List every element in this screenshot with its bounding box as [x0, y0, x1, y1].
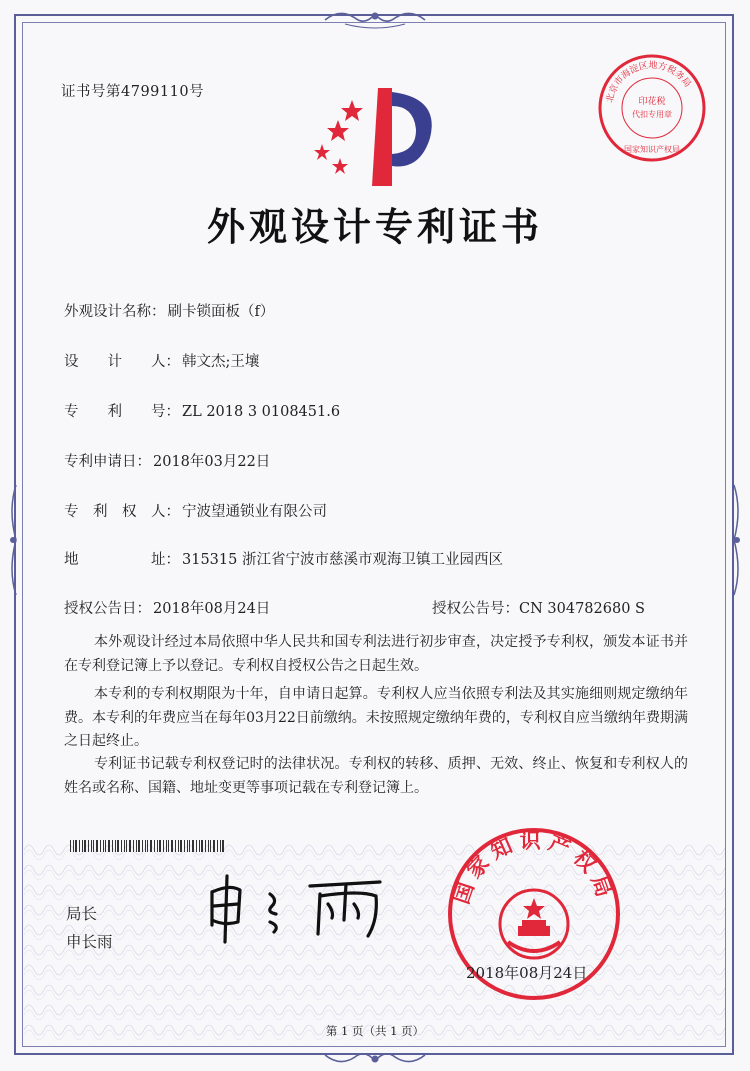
bottom-ornament	[320, 1045, 430, 1069]
patent-office-logo-icon	[300, 78, 440, 188]
body-paragraph-3: 专利证书记载专利权登记时的法律状况。专利权的转移、质押、无效、终止、恢复和专利权人的姓名或名称、国籍、地址变更等事项记载在专利登记簿上。	[64, 756, 688, 796]
svg-text:国家知识产权局	[449, 829, 618, 907]
grant-no-label: 授权公告号：	[432, 601, 519, 617]
barcode	[70, 840, 225, 852]
address-value: 315315 浙江省宁波市慈溪市观海卫镇工业园西区	[182, 552, 503, 568]
grant-date-row	[64, 597, 270, 618]
handwritten-signature	[200, 870, 400, 945]
patent-no-row	[64, 400, 340, 421]
grant-date-value: 2018年08月24日	[153, 601, 271, 617]
left-ornament	[6, 480, 20, 600]
stamp-ring-text: 北京市海淀区地方税务局	[605, 60, 693, 104]
address-row	[64, 548, 503, 569]
design-name-row	[64, 300, 274, 321]
grant-no-value: CN 304782680 S	[519, 601, 645, 617]
body-paragraph-1: 本外观设计经过本局依照中华人民共和国专利法进行初步审查，决定授予专利权，颁发本证书并在专利登记簿上予以登记。专利权自授权公告之日起生效。	[64, 634, 688, 674]
page-footer: 第 1 页（共 1 页）	[325, 1024, 425, 1038]
holder-row	[64, 500, 327, 521]
top-ornament	[320, 6, 430, 30]
grant-date-label: 授权公告日：	[64, 601, 151, 617]
certificate-number: 证书号第4799110号	[61, 84, 205, 100]
certificate-title: 外观设计专利证书	[206, 204, 543, 249]
address-label: 地 址：	[64, 552, 180, 568]
holder-value: 宁波望通锁业有限公司	[182, 504, 327, 520]
holder-label: 专 利 权 人：	[64, 504, 180, 520]
designer-row	[64, 350, 259, 371]
apply-date-row	[64, 450, 270, 471]
patent-no-value: ZL 2018 3 0108451.6	[182, 404, 341, 420]
signer-title: 局长	[66, 905, 98, 923]
body-paragraph-2: 本专利的专利权期限为十年，自申请日起算。专利权人应当依照专利法及其实施细则规定缴纳年费。本专利的年费应当在每年03月22日前缴纳。未按照规定缴纳年费的，专利权自应当缴纳年费期满之日起终止。	[64, 686, 688, 749]
stamp-center-text-1: 印花税	[638, 97, 666, 107]
tax-stamp	[596, 52, 708, 164]
signer-name: 申长雨	[66, 933, 113, 951]
national-emblem-icon	[500, 890, 568, 958]
stamp-center-text-2: 代扣专用章	[632, 110, 672, 119]
design-name-value: 刷卡锁面板（f）	[167, 304, 275, 320]
right-ornament	[730, 480, 744, 600]
designer-label: 设 计 人：	[64, 354, 180, 370]
seal-text: 国家知识产权局	[449, 828, 619, 908]
seal-date: 2018年08月24日	[466, 964, 588, 982]
designer-value: 韩文杰;王壤	[182, 354, 260, 370]
design-name-label: 外观设计名称：	[64, 304, 166, 320]
apply-date-value: 2018年03月22日	[153, 454, 271, 470]
stamp-bottom-text: 国家知识产权局	[624, 145, 680, 154]
grant-no-row	[432, 597, 645, 618]
patent-no-label: 专 利 号：	[64, 404, 180, 420]
apply-date-label: 专利申请日：	[64, 454, 151, 470]
